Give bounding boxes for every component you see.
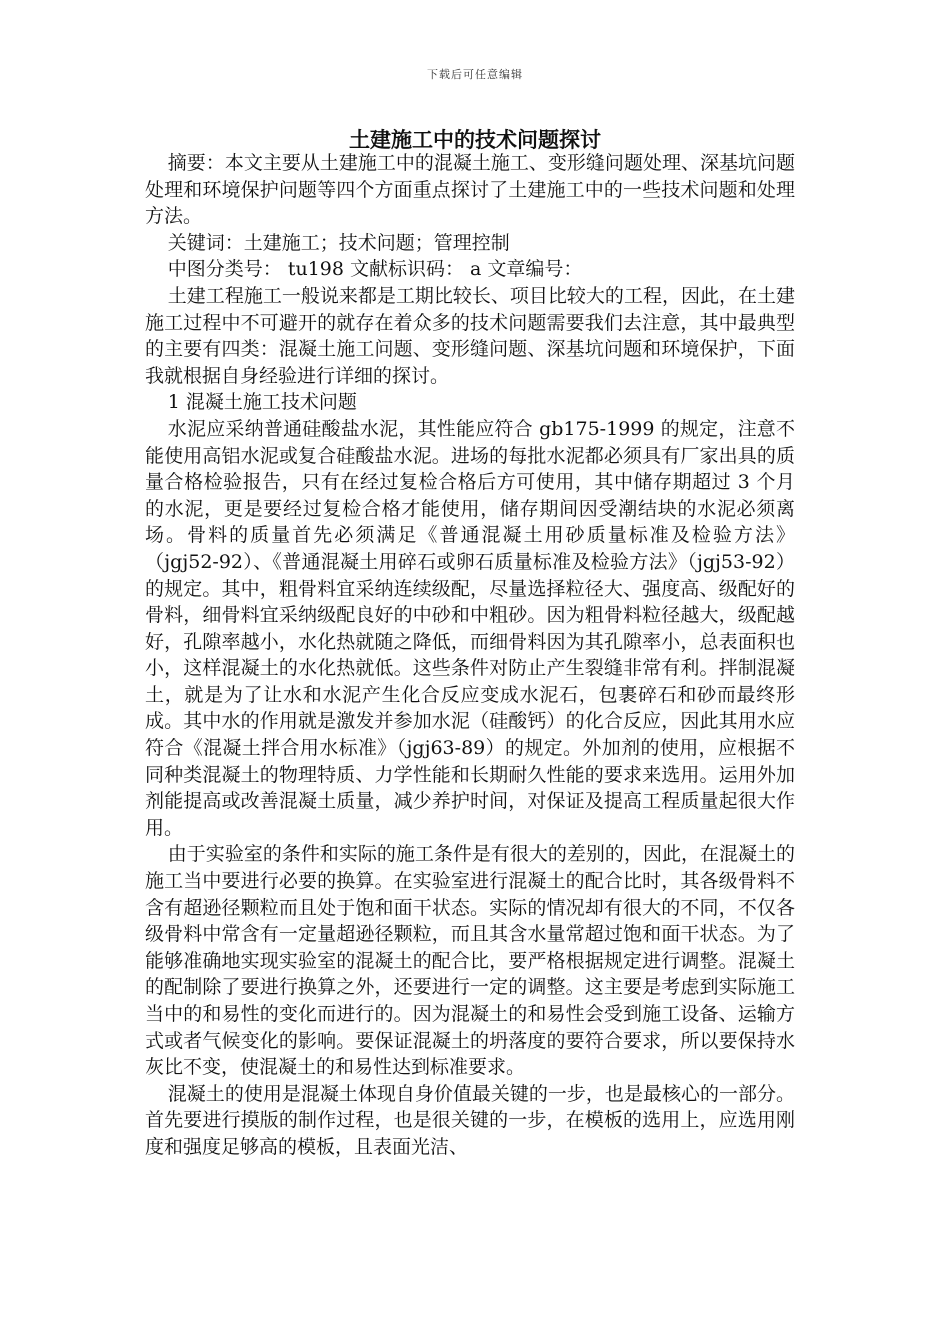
abstract-paragraph: 摘要：本文主要从土建施工中的混凝土施工、变形缝问题处理、深基坑问题处理和环境保护问题等四个方面重点探讨了土建施工中的一些技术问题和处理方法。 [145,152,795,228]
body-paragraph: 土建工程施工一般说来都是工期比较长、项目比较大的工程，因此，在土建施工过程中不可避开的就存在着众多的技术问题需要我们去注意，其中最典型的主要有四类：混凝土施工问题、变形缝问题、深基坑问题和环境保护，下面我就根据自身经验进行详细的探讨。 [145,284,795,387]
body-paragraph: 混凝土的使用是混凝土体现自身价值最关键的一步，也是最核心的一部分。首先要进行摸版的制作过程，也是很关键的一步，在模板的选用上，应选用刚度和强度足够高的模板，且表面光洁、 [145,1082,795,1158]
body-paragraph: 由于实验室的条件和实际的施工条件是有很大的差别的，因此，在混凝土的施工当中要进行必要的换算。在实验室进行混凝土的配合比时，其各级骨料不含有超逊径颗粒而且处于饱和面干状态。实际的情况却有很大的不同，不仅各级骨料中常含有一定量超逊径颗粒，而且其含水量常超过饱和面干状态。为了能够准确地实现实验室的混凝土的配合比，要严格根据规定进行调整。混凝土的配制除了要进行换算之外，还要进行一定的调整。这主要是考虑到实际施工当中的和易性的变化而进行的。因为混凝土的和易性会受到施工设备、运输方式或者气候变化的影响。要保证混凝土的坍落度的要符合要求，所以要保持水灰比不变，使混凝土的和易性达到标准要求。 [145,843,795,1079]
document-title: 土建施工中的技术问题探讨 [349,127,601,152]
classification-paragraph: 中图分类号： tu198 文献标识码： a 文章编号： [167,258,583,281]
document-body [145,150,795,1161]
header-note: 下载后可任意编辑 [427,68,523,81]
keywords-paragraph: 关键词：土建施工；技术问题；管理控制 [167,231,510,254]
section-heading: 1 混凝土施工技术问题 [167,391,357,414]
body-paragraph: 水泥应采纳普通硅酸盐水泥，其性能应符合 gb175-1999 的规定，注意不能使用高铝水泥或复合硅酸盐水泥。进场的每批水泥都必须具有厂家出具的质量合格检验报告，只有在经过复检合格后方可使用，其中储存期超过 3 个月的水泥，更是要经过复检合格才能使用，储存期间因受潮结块的水泥必须离场。骨料的质量首先必须满足《普通混凝土用砂质量标准及检验方法》（jgj52-92）、《普通混凝土用碎石或卵石质量标准及检验方法》（jgj53-92）的规定。其中，粗骨料宜采纳连续级配，尽量选择粒径大、强度高、级配好的骨料，细骨料宜采纳级配良好的中砂和中粗砂。因为粗骨料粒径越大，级配越好，孔隙率越小，水化热就随之降低，而细骨料因为其孔隙率小，总表面积也小，这样混凝土的水化热就低。这些条件对防止产生裂缝非常有利。拌制混凝土，就是为了让水和水泥产生化合反应变成水泥石，包裹碎石和砂而最终形成。其中水的作用就是激发并参加水泥（硅酸钙）的化合反应，因此其用水应符合《混凝土拌合用水标准》（jgj63-89）的规定。外加剂的使用，应根据不同种类混凝土的物理特质、力学性能和长期耐久性能的要求来选用。运用外加剂能提高或改善混凝土质量，减少养护时间，对保证及提高工程质量起很大作用。 [145,417,795,839]
